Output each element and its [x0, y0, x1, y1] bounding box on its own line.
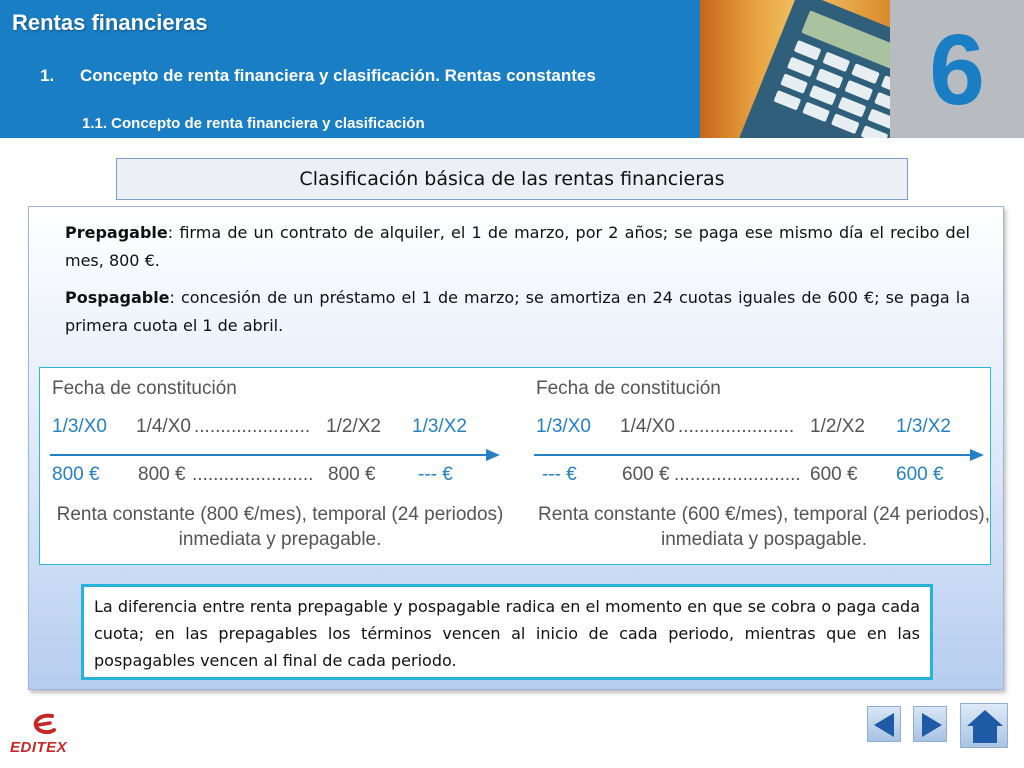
- timeline-title: Fecha de constitución: [536, 378, 721, 399]
- timeline-diagram: [39, 367, 991, 565]
- timeline-arrow: [50, 448, 500, 462]
- timeline-date: 1/4/X0: [620, 416, 675, 437]
- previous-slide-button[interactable]: [867, 706, 901, 742]
- timeline-ellipsis: ........................: [674, 464, 801, 485]
- timeline-caption: Renta constante (600 €/mes), temporal (24 periodos),: [537, 504, 990, 525]
- content-panel: [28, 206, 1004, 690]
- prepagable-paragraph: [65, 219, 970, 275]
- section-number: 1.: [40, 66, 55, 85]
- home-icon: [961, 704, 1009, 749]
- note-box: La diferencia entre renta prepagable y pospagable radica en el momento en que se cobra o paga cada cuota; en las prepagables los términos vencen al inicio de cada periodo, mientras que en las pospagables vencen al final de cada periodo.: [81, 584, 933, 680]
- pospagable-paragraph: [65, 284, 970, 340]
- prepagable-timeline: [40, 368, 510, 566]
- timeline-date: 1/3/X2: [896, 416, 951, 437]
- timeline-ellipsis: ......................: [678, 416, 795, 437]
- pospagable-timeline: [524, 368, 994, 566]
- timeline-amount: --- €: [542, 464, 577, 485]
- timeline-title: Fecha de constitución: [52, 378, 237, 399]
- timeline-arrow: [534, 448, 984, 462]
- timeline-date: 1/2/X2: [326, 416, 381, 437]
- timeline-amount: 800 €: [52, 464, 100, 485]
- next-slide-button[interactable]: [913, 706, 947, 742]
- pospagable-text: : concesión de un préstamo el 1 de marzo; se amortiza en 24 cuotas iguales de 600 €; se paga la primera cuota el 1 de abril.: [65, 288, 970, 335]
- editex-logo-mark-icon: [30, 712, 58, 740]
- timeline-caption-2: inmediata y pospagable.: [661, 529, 867, 550]
- subsection-heading: 1.1. Concepto de renta financiera y clasificación: [82, 115, 425, 132]
- timeline-amount: 600 €: [622, 464, 670, 485]
- timeline-date: 1/4/X0: [136, 416, 191, 437]
- timeline-ellipsis: .......................: [192, 464, 314, 485]
- triangle-left-icon: [868, 707, 902, 743]
- timeline-date: 1/2/X2: [810, 416, 865, 437]
- timeline-amount: --- €: [418, 464, 453, 485]
- timeline-amount: 600 €: [896, 464, 944, 485]
- editex-logo: [10, 712, 80, 758]
- section-label: Concepto de renta financiera y clasificación. Rentas constantes: [80, 66, 596, 85]
- calculator-body: [735, 0, 890, 138]
- triangle-right-icon: [914, 707, 948, 743]
- presentation-title: Rentas financieras: [12, 10, 208, 35]
- prepagable-term: Prepagable: [65, 223, 168, 242]
- logo-text: EDITEX: [10, 739, 68, 756]
- timeline-amount: 800 €: [138, 464, 186, 485]
- timeline-date: 1/3/X2: [412, 416, 467, 437]
- prepagable-text: : firma de un contrato de alquiler, el 1 de marzo, por 2 años; se paga ese mismo día el recibo del mes, 800 €.: [65, 223, 970, 270]
- timeline-amount: 600 €: [810, 464, 858, 485]
- home-button[interactable]: [960, 703, 1008, 748]
- timeline-date: 1/3/X0: [536, 416, 591, 437]
- header-bar: [0, 0, 1024, 138]
- pospagable-term: Pospagable: [65, 288, 170, 307]
- timeline-caption-2: inmediata y prepagable.: [178, 529, 382, 550]
- chapter-badge: [890, 0, 1024, 138]
- chapter-number: 6: [929, 14, 985, 126]
- timeline-caption: Renta constante (800 €/mes), temporal (24 periodos): [56, 504, 504, 525]
- timeline-date: 1/3/X0: [52, 416, 107, 437]
- section-heading: [40, 66, 596, 86]
- slide-title: Clasificación básica de las rentas financieras: [116, 158, 908, 200]
- calculator-image: [700, 0, 890, 138]
- timeline-ellipsis: ......................: [194, 416, 311, 437]
- timeline-amount: 800 €: [328, 464, 376, 485]
